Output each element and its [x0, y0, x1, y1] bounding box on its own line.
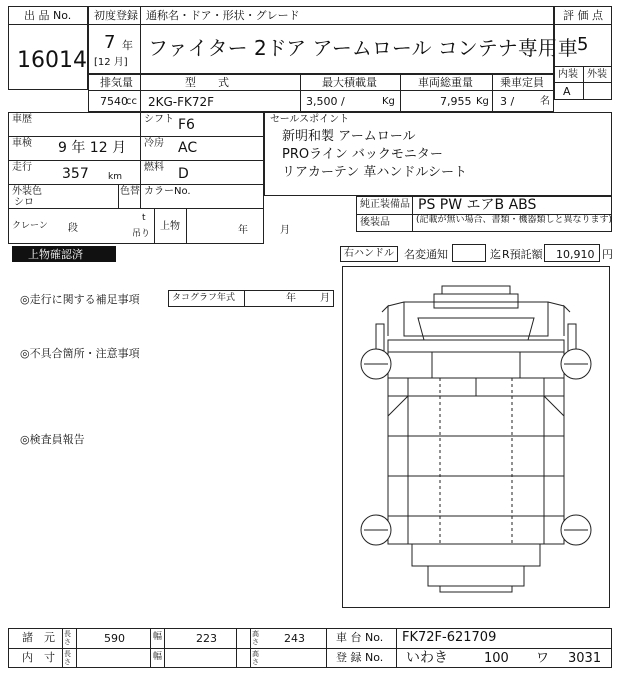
inspection-label: 車検: [12, 138, 32, 149]
mileage-unit: km: [108, 172, 122, 182]
year-unit: 年: [122, 39, 133, 52]
crane-ton: t: [142, 213, 146, 223]
height-value: 243: [284, 632, 305, 645]
max-load-unit: Kg: [382, 96, 395, 107]
chassis-number: FK72F-621709: [402, 630, 497, 645]
first-reg-month: [12 月]: [94, 57, 128, 68]
defect-label: ◎不具合箇所・注意事項: [20, 347, 140, 360]
recycle-value: 10,910: [556, 248, 595, 261]
plate-class: 100: [484, 651, 509, 666]
color-value: シロ: [14, 197, 34, 208]
model-label: 型 式: [185, 76, 229, 89]
first-reg-year: 7: [104, 32, 116, 53]
body-frame: [388, 378, 564, 544]
dimensions-label: 諸 元: [22, 631, 55, 644]
plate-number: 3031: [568, 651, 602, 666]
interior-label: 内装: [558, 69, 578, 80]
inner-dimensions-label: 内 寸: [22, 651, 55, 664]
displacement-label: 排気量: [100, 76, 133, 89]
shift-label: シフト: [144, 114, 174, 125]
recycle-label: R預託額: [502, 248, 543, 261]
windshield: [418, 318, 534, 340]
gross-weight-value: 7,955: [440, 95, 472, 108]
cab-body: [404, 302, 548, 336]
inner-height-label: 高さ: [252, 650, 259, 666]
mileage-label: 走行: [12, 162, 32, 173]
mileage-value: 357: [62, 166, 89, 182]
score-value: 5: [577, 34, 589, 55]
score-label: 評 価 点: [563, 9, 603, 22]
history-label: 車歴: [12, 114, 32, 125]
sales-line-1: 新明和製 アームロール: [282, 129, 416, 144]
supplement-label: ◎走行に関する補足事項: [20, 293, 140, 306]
crane-hook: 吊り: [132, 229, 151, 239]
tacho-month: 月: [320, 293, 330, 304]
length-label: 長さ: [64, 630, 71, 646]
vehicle-name-label: 通称名・ドア・形状・グレード: [146, 9, 300, 22]
max-load-label: 最大積載量: [322, 76, 377, 89]
model-value: 2KG-FK72F: [148, 95, 215, 109]
right-hand-text: 右ハンドル: [344, 248, 394, 259]
inspector-label: ◎検査員報告: [20, 433, 85, 446]
sales-line-2: PROライン バックモニター: [282, 147, 443, 162]
vehicle-name: ファイター 2ドア アームロール コンテナ専用車: [148, 36, 578, 60]
gross-weight-unit: Kg: [476, 96, 489, 107]
displacement-value: 7540: [100, 95, 128, 108]
width-label: 幅: [153, 632, 163, 642]
interior-grade: A: [563, 85, 571, 98]
tacho-label: タコグラフ年式: [172, 293, 236, 303]
tacho-year: 年: [286, 293, 296, 304]
max-load-value: 3,500 /: [306, 95, 345, 108]
right-mirror: [568, 324, 576, 352]
plate-label: 登 録 No.: [336, 651, 384, 664]
first-reg-label: 初度登録: [94, 9, 138, 22]
lot-label: 出 品 No.: [24, 9, 72, 22]
width-value: 223: [196, 632, 217, 645]
inspection-value: 9 年 12 月: [58, 140, 127, 156]
inner-width-label: 幅: [153, 652, 163, 662]
color-label: 外装色: [12, 186, 42, 197]
aftermarket-note: (記載が無い場合、書類・機器類しと異なります): [416, 215, 613, 225]
rear-bumper: [412, 544, 540, 566]
chassis-label: 車 台 No.: [336, 631, 384, 644]
ac-value: AC: [178, 140, 198, 156]
name-change-box: [452, 244, 486, 262]
color-change-label: 色替: [120, 186, 140, 197]
aftermarket-label: 後装品: [360, 217, 390, 228]
height-label: 高さ: [252, 630, 259, 646]
body-label: 上物: [160, 221, 180, 232]
capacity-value: 3 /: [500, 95, 515, 108]
displacement-unit: cc: [126, 96, 137, 107]
capacity-label: 乗車定員: [500, 76, 544, 89]
body-year: 年: [238, 225, 248, 236]
fuel-label: 燃料: [144, 162, 164, 173]
equipment-value: PS PW エアB ABS: [418, 197, 537, 213]
equipment-label: 純正装備品: [360, 199, 410, 210]
sales-line-3: リアカーテン 革ハンドルシート: [282, 165, 468, 180]
left-mirror: [376, 324, 384, 352]
crane-stage: 段: [68, 223, 78, 234]
fuel-value: D: [178, 166, 189, 182]
odo-prefix: 迄: [490, 248, 501, 261]
yen-unit: 円: [602, 248, 613, 261]
plate-kana: ワ: [536, 651, 550, 666]
lot-number: 16014: [17, 48, 87, 73]
exterior-label: 外装: [587, 69, 607, 80]
cab-roof: [434, 294, 518, 308]
body-month: 月: [280, 225, 290, 236]
crane-label: クレーン: [12, 221, 48, 231]
sales-label: セールスポイント: [270, 114, 350, 125]
color-code-label: カラーNo.: [144, 186, 191, 197]
inner-length-label: 長さ: [64, 650, 71, 666]
body-confirm-text: 上物確認済: [28, 248, 83, 261]
ac-label: 冷房: [144, 138, 164, 149]
gross-weight-label: 車両総重量: [418, 76, 473, 89]
plate-region: いわき: [406, 650, 448, 666]
name-change-label: 名変通知: [404, 248, 448, 261]
truck-diagram: [342, 266, 610, 608]
capacity-unit: 名: [540, 96, 550, 107]
length-value: 590: [104, 632, 125, 645]
shift-value: F6: [178, 117, 195, 133]
